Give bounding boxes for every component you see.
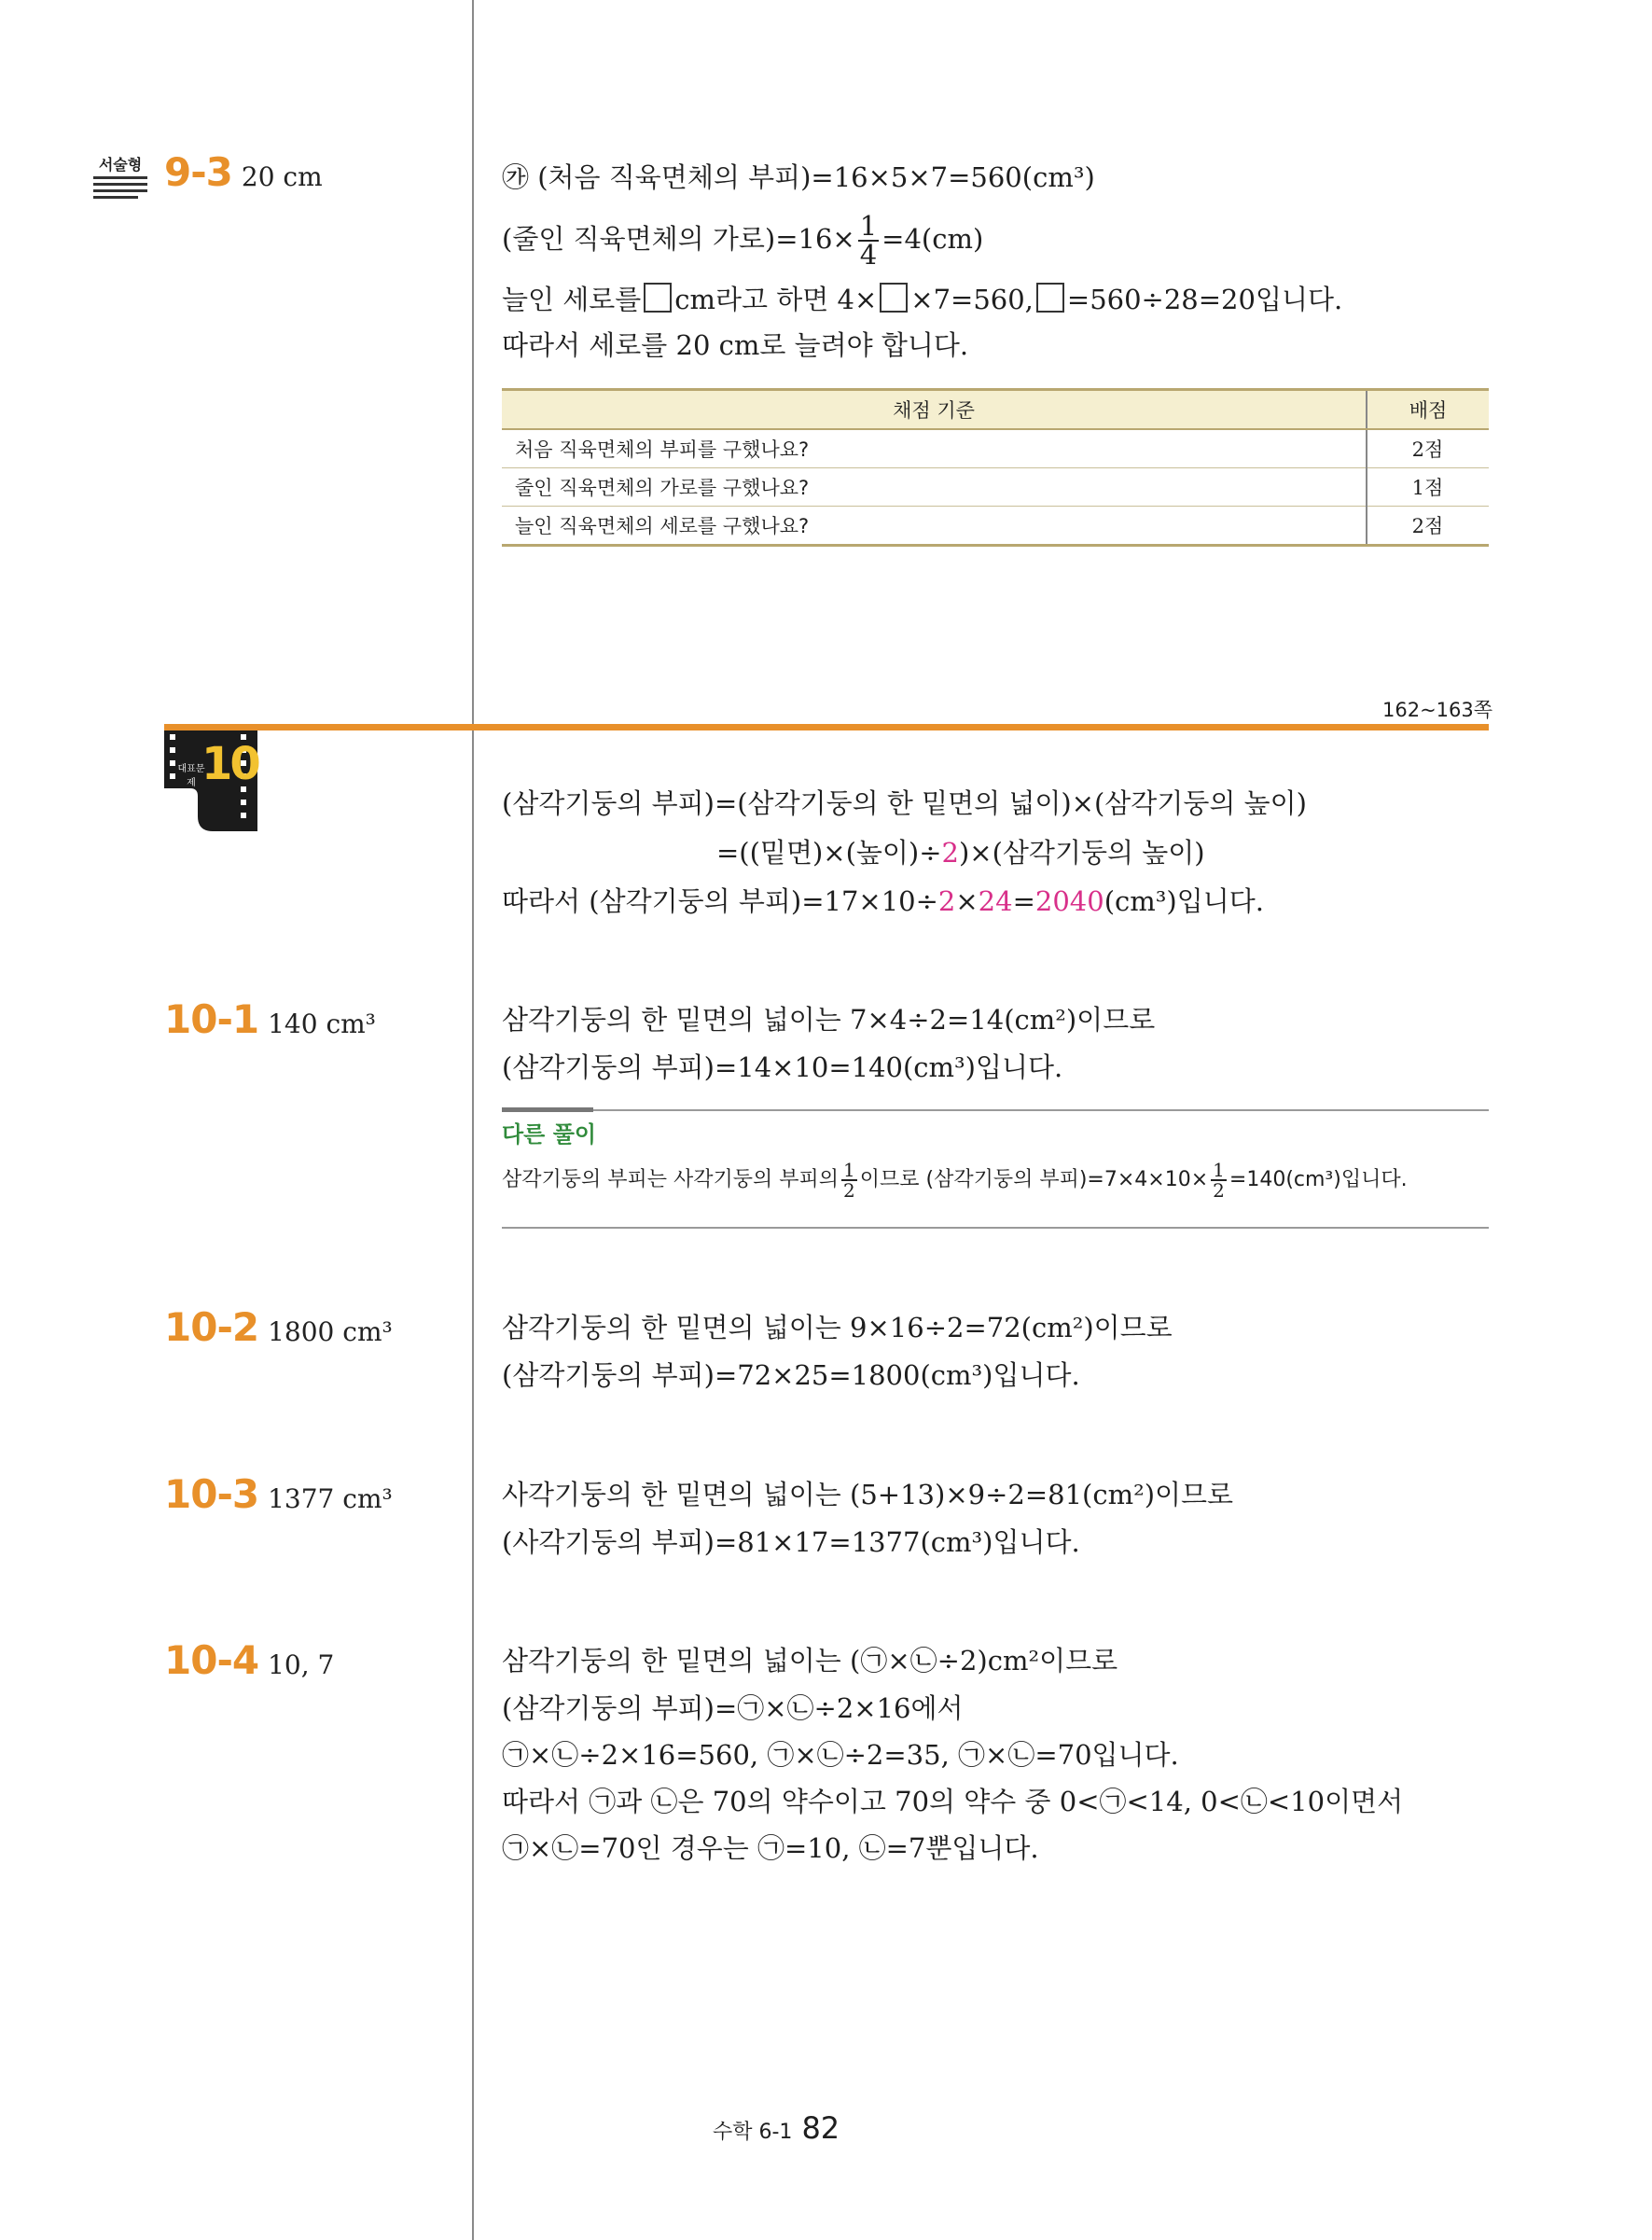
problem-number: 9-3 <box>164 149 232 195</box>
fraction: $\frac{1}{2}$ <box>843 1159 855 1202</box>
problem-10-4-heading <box>164 1637 334 1683</box>
fraction: $\frac{1}{4}$ <box>859 210 878 271</box>
problem-10-3-heading <box>164 1471 393 1517</box>
problem-number: 10-4 <box>164 1637 259 1683</box>
alt-solution-bottom-rule <box>502 1227 1489 1229</box>
problem-number: 10-2 <box>164 1304 259 1350</box>
solution-line: ㉠×㉡÷2×16=560, ㉠×㉡÷2=35, ㉠×㉡=70입니다. <box>502 1739 1179 1771</box>
problem-answer: 1800 cm³ <box>268 1316 393 1347</box>
solution-line: 따라서 ㉠과 ㉡은 70의 약수이고 70의 약수 중 0<㉠<14, 0<㉡<10이면서 <box>502 1786 1404 1817</box>
criteria-cell: 줄인 직육면체의 가로를 구했나요? <box>502 468 1367 507</box>
score-cell: 2점 <box>1367 429 1489 468</box>
table-row <box>502 429 1489 468</box>
solution-line: (삼각기둥의 부피)=14×10=140(cm³)입니다. <box>502 1051 1063 1083</box>
alt-solution-title: 다른 풀이 <box>502 1121 597 1148</box>
problem-9-3-heading <box>164 149 323 195</box>
problem-number: 10-1 <box>164 996 259 1042</box>
badge-number: 10 <box>201 738 258 790</box>
score-cell: 2점 <box>1367 507 1489 546</box>
solution-line: 따라서 세로를 20 cm로 늘려야 합니다. <box>502 329 969 361</box>
blank-box <box>644 283 672 313</box>
table-row <box>502 507 1489 546</box>
solution-line: 삼각기둥의 한 밑면의 넓이는 (㉠×㉡÷2)cm²이므로 <box>502 1645 1118 1677</box>
problem-answer: 20 cm <box>241 161 323 192</box>
problem-answer: 1377 cm³ <box>268 1483 393 1514</box>
problem-answer: 10, 7 <box>268 1649 335 1680</box>
solution-line: (삼각기둥의 부피)=㉠×㉡÷2×16에서 <box>502 1692 964 1724</box>
badge-label: 서술형 <box>98 156 143 174</box>
problem-10-1-heading <box>164 996 376 1042</box>
criteria-cell: 처음 직육면체의 부피를 구했나요? <box>502 429 1367 468</box>
solution-line: 사각기둥의 한 밑면의 넓이는 (5+13)×9÷2=81(cm²)이므로 <box>502 1479 1234 1510</box>
column-divider <box>472 0 474 2240</box>
page-reference: 162~163쪽 <box>1382 699 1493 721</box>
solution-line: ㉮ (처음 직육면체의 부피)=16×5×7=560(cm³) <box>502 161 1095 193</box>
solution-line: 삼각기둥의 한 밑면의 넓이는 7×4÷2=14(cm²)이므로 <box>502 1004 1156 1036</box>
alt-solution-text: 삼각기둥의 부피는 사각기둥의 부피의 $\frac{1}{2}$ 이므로 (삼각기둥의 부피)=7×4×10× $\frac{1}{2}$ =140(cm³)입니다. <box>502 1159 1408 1202</box>
criteria-cell: 늘인 직육면체의 세로를 구했나요? <box>502 507 1367 546</box>
blank-box <box>1036 283 1064 313</box>
solution-line: 삼각기둥의 한 밑면의 넓이는 9×16÷2=72(cm²)이므로 <box>502 1312 1173 1343</box>
problem-answer: 140 cm³ <box>268 1009 376 1039</box>
solution-line: (삼각기둥의 부피)=(삼각기둥의 한 밑면의 넓이)×(삼각기둥의 높이) <box>502 787 1307 819</box>
badge-caption: 대표문제 <box>177 764 205 788</box>
problem-number: 10-3 <box>164 1471 259 1517</box>
solution-line: (사각기둥의 부피)=81×17=1377(cm³)입니다. <box>502 1526 1080 1558</box>
fraction: $\frac{1}{2}$ <box>1213 1159 1225 1202</box>
alt-solution-top-rule <box>502 1109 1489 1111</box>
solution-line: =((밑면)×(높이)÷2)×(삼각기둥의 높이) <box>716 837 1205 869</box>
subject-label: 수학 6-1 <box>713 2121 793 2144</box>
solution-line: 늘인 세로를 cm라고 하면 4× ×7=560, =560÷28=20입니다. <box>502 284 1343 315</box>
representative-problem-badge <box>164 730 257 831</box>
alt-solution-tab <box>502 1107 593 1112</box>
score-cell: 1점 <box>1367 468 1489 507</box>
page-number: 82 <box>801 2110 840 2146</box>
descriptive-badge <box>93 153 147 199</box>
page-footer <box>713 2110 840 2146</box>
blank-box <box>880 283 908 313</box>
table-header-score: 배점 <box>1367 390 1489 430</box>
table-row <box>502 468 1489 507</box>
solution-line: (삼각기둥의 부피)=72×25=1800(cm³)입니다. <box>502 1359 1080 1391</box>
solution-line: 따라서 (삼각기둥의 부피)=17×10÷2×24=2040(cm³)입니다. <box>502 885 1264 917</box>
problem-10-2-heading <box>164 1304 393 1350</box>
table-header-criteria: 채점 기준 <box>502 390 1367 430</box>
solution-line: (줄인 직육면체의 가로)=16× $\frac{1}{4}$ =4(cm) <box>502 210 984 271</box>
solution-line: ㉠×㉡=70인 경우는 ㉠=10, ㉡=7뿐입니다. <box>502 1832 1039 1864</box>
section-divider <box>164 724 1489 730</box>
scoring-table <box>502 388 1489 547</box>
